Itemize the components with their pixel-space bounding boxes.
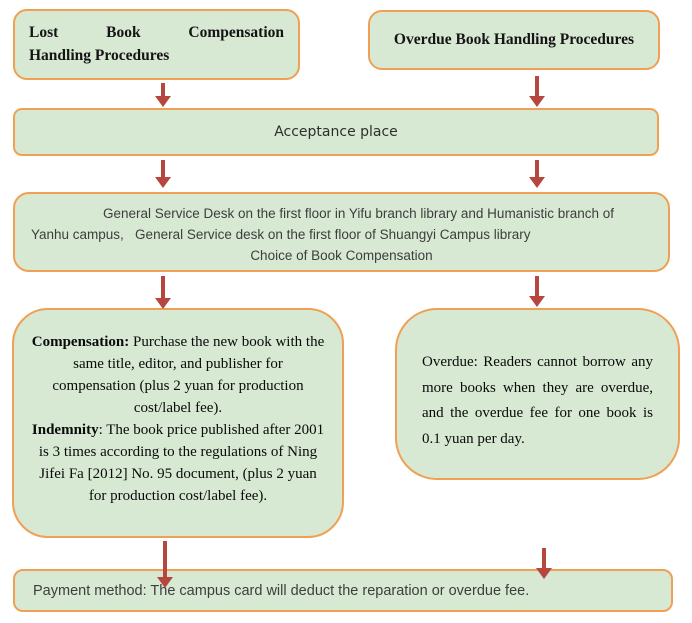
overdue-rules-text: Overdue: Readers cannot borrow any more books when they are overdue, and the overdue fee for one book is 0.1 yuan per day. — [422, 354, 653, 447]
arrow-down-icon — [157, 541, 173, 588]
service-desk-info-box — [13, 192, 670, 272]
arrow-down-icon — [155, 276, 171, 309]
arrow-down-icon — [155, 83, 171, 107]
acceptance-place-label: Acceptance place — [274, 124, 398, 140]
compensation-body: Purchase the new book with the same title, editor, and publisher for compensation (plus 2 yuan for production cost/label fee). — [52, 334, 325, 416]
payment-method-box — [13, 569, 673, 612]
lost-book-title-line1: Lost Book Compensation — [29, 24, 284, 41]
compensation-info-box — [12, 308, 344, 538]
overdue-rules-box — [395, 308, 680, 480]
payment-method-text: Payment method: The campus card will deduct the reparation or overdue fee. — [33, 582, 530, 599]
arrow-down-icon — [529, 276, 545, 307]
lost-book-title-line2: Handling Procedures — [29, 47, 170, 64]
overdue-book-title-label: Overdue Book Handling Procedures — [393, 31, 635, 48]
overdue-book-title-box — [368, 10, 660, 70]
arrow-down-icon — [529, 76, 545, 107]
compensation-lead: Compensation: — [31, 334, 130, 350]
arrow-down-icon — [155, 160, 171, 188]
service-desk-line2: Yanhu campus, General Service desk on the first floor of Shuangyi Campus library — [31, 227, 531, 242]
arrow-down-icon — [529, 160, 545, 188]
arrow-down-icon — [536, 548, 552, 579]
service-desk-line1: General Service Desk on the first floor in Yifu branch library and Humanistic branch of — [103, 206, 614, 221]
indemnity-body: : The book price published after 2001 is 3 times according to the regulations of Ning Jifei Fa [2012] No. 95 document, (plus 2 yuan for production cost/label fee). — [38, 422, 325, 504]
indemnity-lead: Indemnity — [31, 422, 99, 438]
lost-book-title-box — [13, 9, 300, 80]
service-desk-line3: Choice of Book Compensation — [250, 248, 433, 263]
acceptance-place-box — [13, 108, 659, 156]
